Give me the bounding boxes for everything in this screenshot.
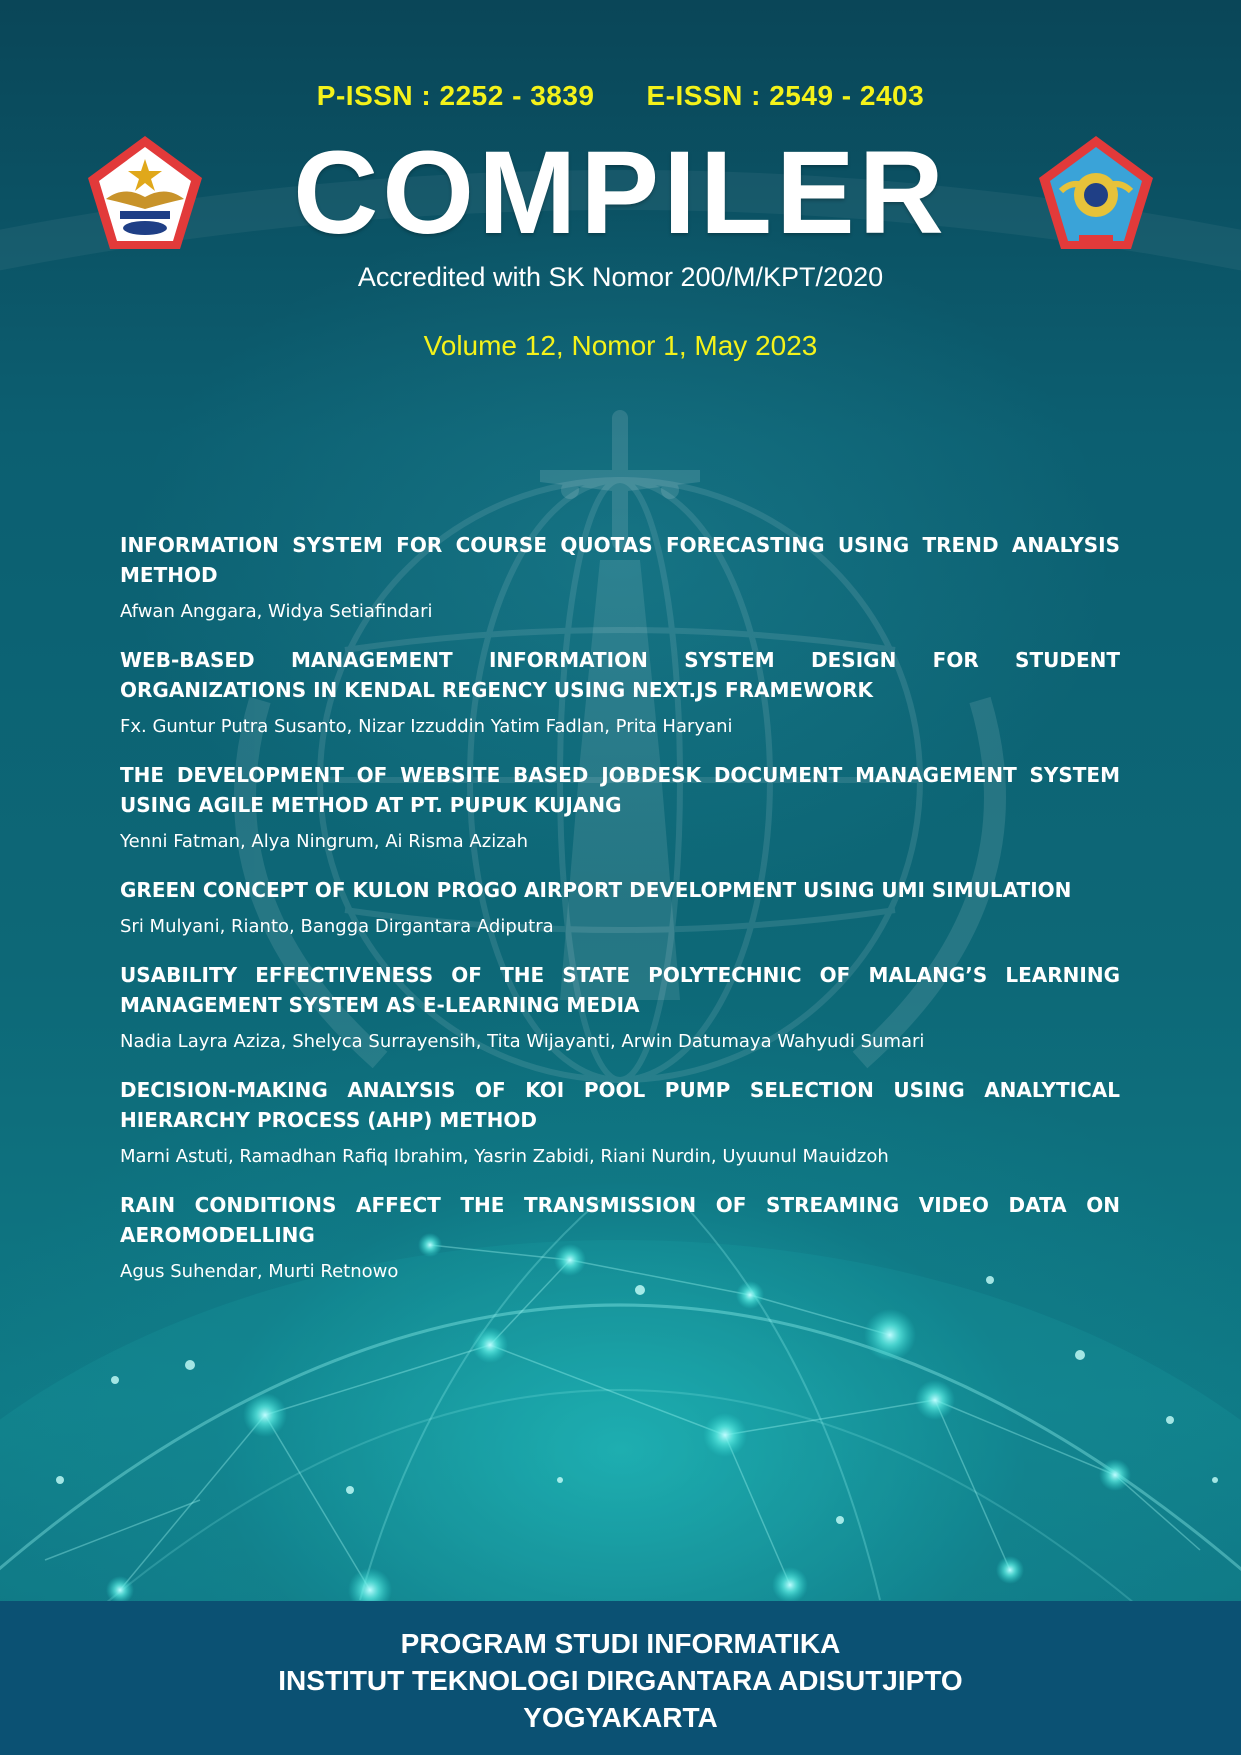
p-issn: P-ISSN : 2252 - 3839 xyxy=(316,80,595,111)
article-authors: Sri Mulyani, Rianto, Bangga Dirgantara Adiputra xyxy=(120,916,554,937)
article-title: DECISION-MAKING ANALYSIS OF KOI POOL PUMP SELECTION USING ANALYTICAL HIERARCHY PROCESS (AHP) METHOD xyxy=(120,1078,1120,1132)
accreditation-text: Accredited with SK Nomor 200/M/KPT/2020 xyxy=(357,262,884,292)
article-authors: Fx. Guntur Putra Susanto, Nizar Izzuddin Yatim Fadlan, Prita Haryani xyxy=(120,716,733,737)
article-item xyxy=(120,960,1120,1055)
article-authors: Agus Suhendar, Murti Retnowo xyxy=(120,1261,399,1282)
footer-program: PROGRAM STUDI INFORMATIKA xyxy=(400,1628,841,1659)
article-title: GREEN CONCEPT OF KULON PROGO AIRPORT DEVELOPMENT USING UMI SIMULATION xyxy=(120,878,1072,902)
journal-title: COMPILER xyxy=(293,127,948,259)
article-title: INFORMATION SYSTEM FOR COURSE QUOTAS FORECASTING USING TREND ANALYSIS METHOD xyxy=(120,533,1120,587)
issn-header xyxy=(0,80,1241,112)
article-item xyxy=(120,1075,1120,1170)
footer-institute: INSTITUT TEKNOLOGI DIRGANTARA ADISUTJIPTO xyxy=(278,1665,963,1696)
article-authors: Yenni Fatman, Alya Ningrum, Ai Risma Azizah xyxy=(120,831,529,852)
article-item xyxy=(120,1190,1120,1285)
airplane-watermark-icon xyxy=(540,410,700,550)
volume-info: Volume 12, Nomor 1, May 2023 xyxy=(423,330,818,361)
article-title: RAIN CONDITIONS AFFECT THE TRANSMISSION OF STREAMING VIDEO DATA ON AEROMODELLING xyxy=(120,1193,1120,1247)
article-authors: Nadia Layra Aziza, Shelyca Surrayensih, Tita Wijayanti, Arwin Datumaya Wahyudi Sumari xyxy=(120,1031,925,1052)
article-item xyxy=(120,875,1120,940)
article-item xyxy=(120,760,1120,855)
article-authors: Afwan Anggara, Widya Setiafindari xyxy=(120,601,433,622)
article-title: USABILITY EFFECTIVENESS OF THE STATE POLYTECHNIC OF MALANG’S LEARNING MANAGEMENT SYSTEM AS E-LEARNING MEDIA xyxy=(120,963,1120,1017)
article-title: THE DEVELOPMENT OF WEBSITE BASED JOBDESK DOCUMENT MANAGEMENT SYSTEM USING AGILE METHOD AT PT. PUPUK KUJANG xyxy=(120,763,1120,817)
article-title: WEB-BASED MANAGEMENT INFORMATION SYSTEM DESIGN FOR STUDENT ORGANIZATIONS IN KENDAL REGENCY USING NEXT.JS FRAMEWORK xyxy=(120,648,1120,702)
publisher-footer xyxy=(0,1601,1241,1755)
e-issn: E-ISSN : 2549 - 2403 xyxy=(646,80,925,111)
article-list xyxy=(120,530,1120,1305)
article-item xyxy=(120,530,1120,625)
article-item xyxy=(120,645,1120,740)
footer-city: YOGYAKARTA xyxy=(523,1702,718,1733)
article-authors: Marni Astuti, Ramadhan Rafiq Ibrahim, Yasrin Zabidi, Riani Nurdin, Uyuunul Mauidzoh xyxy=(120,1146,889,1167)
